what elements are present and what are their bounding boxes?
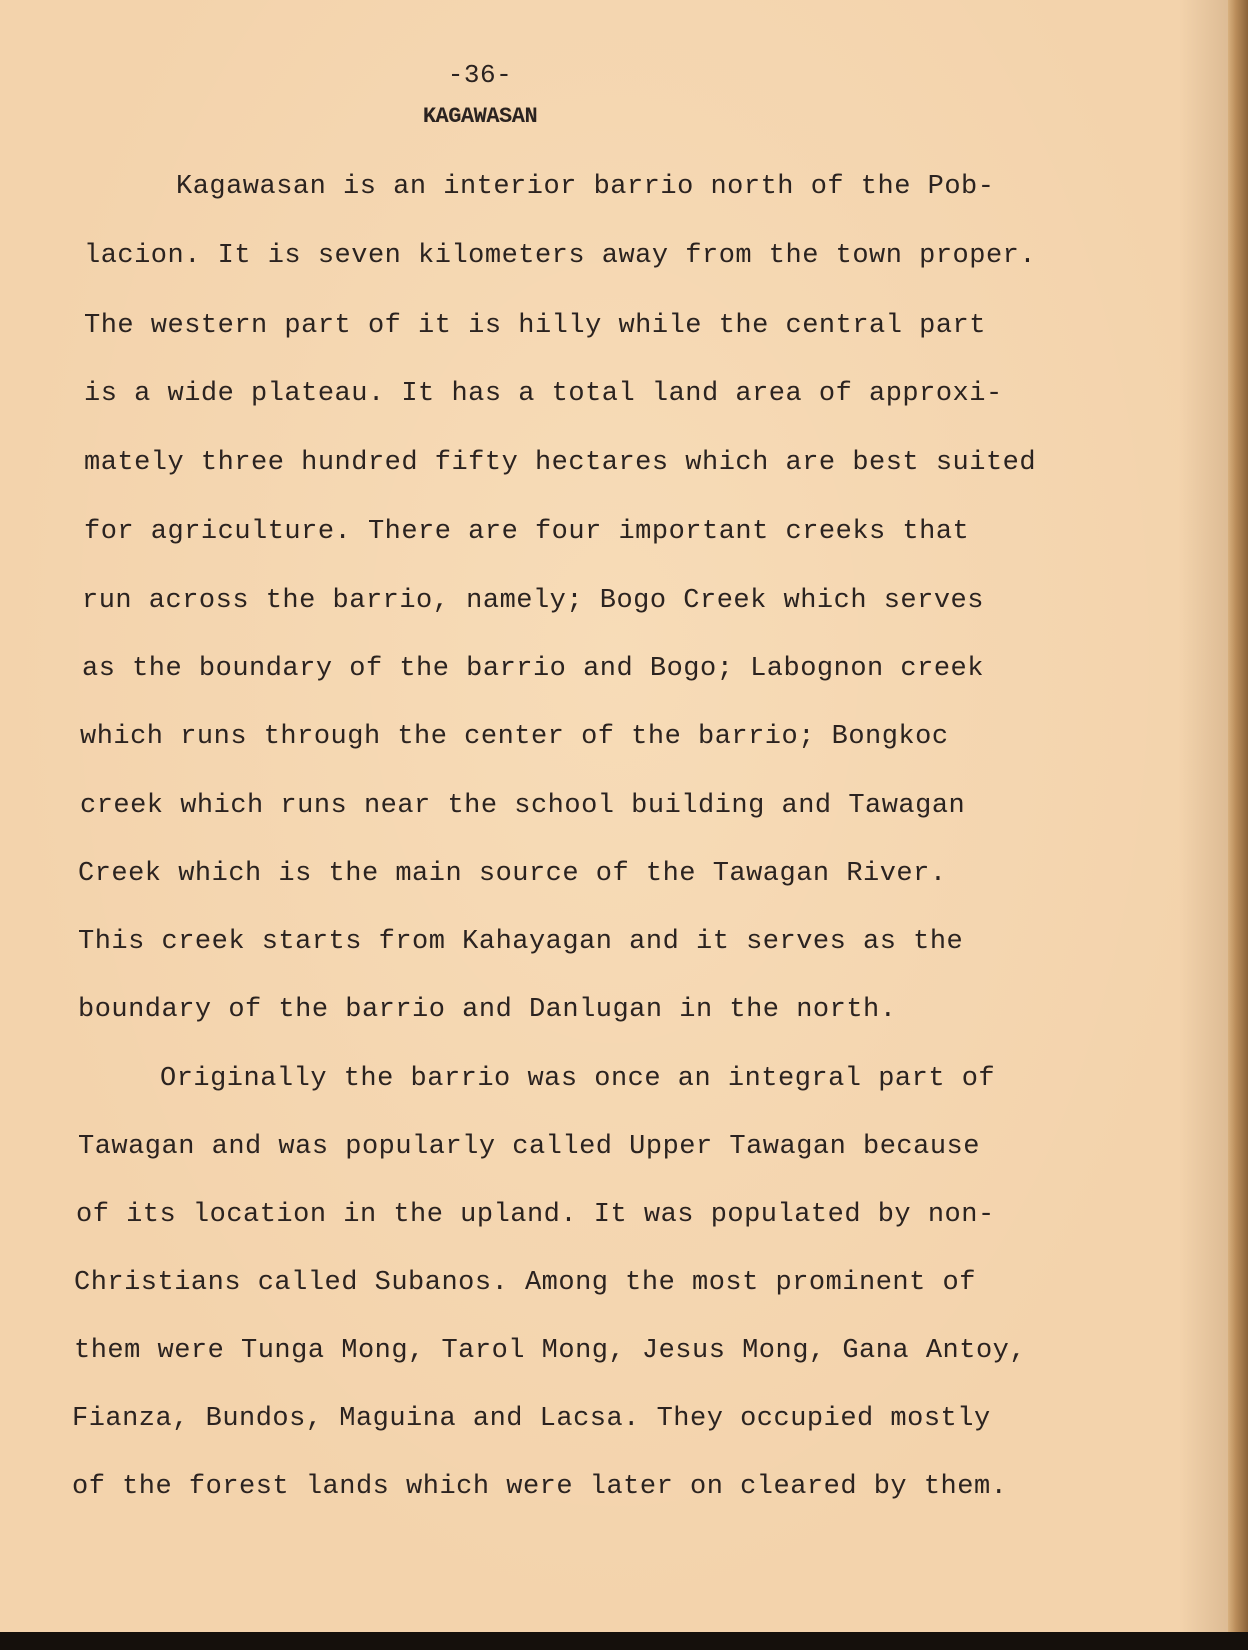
text-line: Creek which is the main source of the Tawagan River. (78, 859, 947, 889)
text-line: for agriculture. There are four important creeks that (84, 517, 970, 547)
page-title: KAGAWASAN (422, 104, 538, 129)
text-line: Originally the barrio was once an integral part of (160, 1064, 996, 1094)
text-line: Fianza, Bundos, Maguina and Lacsa. They occupied mostly (72, 1404, 991, 1434)
text-line: of the forest lands which were later on cleared by them. (72, 1472, 1008, 1502)
text-line: run across the barrio, namely; Bogo Creek which serves (82, 586, 984, 616)
text-line: which runs through the center of the barrio; Bongkoc (80, 722, 949, 752)
text-line: The western part of it is hilly while the central part (84, 311, 986, 341)
text-line: of its location in the upland. It was populated by non- (76, 1200, 995, 1230)
text-line: is a wide plateau. It has a total land area of approxi- (84, 379, 1003, 409)
text-line: them were Tunga Mong, Tarol Mong, Jesus Mong, Gana Antoy, (74, 1336, 1027, 1366)
text-line: lacion. It is seven kilometers away from the town proper. (84, 241, 1037, 271)
text-line: mately three hundred fifty hectares which are best suited (84, 448, 1037, 478)
text-line: Tawagan and was popularly called Upper Tawagan because (78, 1132, 980, 1162)
page-binding-edge (1228, 0, 1248, 1650)
text-line: boundary of the barrio and Danlugan in the north. (78, 995, 897, 1025)
text-line: Kagawasan is an interior barrio north of the Pob- (176, 172, 995, 202)
text-line: This creek starts from Kahayagan and it serves as the (78, 927, 964, 957)
page-number: -36- (447, 60, 513, 90)
scan-bottom-edge (0, 1632, 1248, 1650)
text-line: as the boundary of the barrio and Bogo; Labognon creek (82, 654, 984, 684)
text-line: creek which runs near the school building and Tawagan (80, 791, 966, 821)
text-line: Christians called Subanos. Among the most prominent of (74, 1268, 976, 1298)
